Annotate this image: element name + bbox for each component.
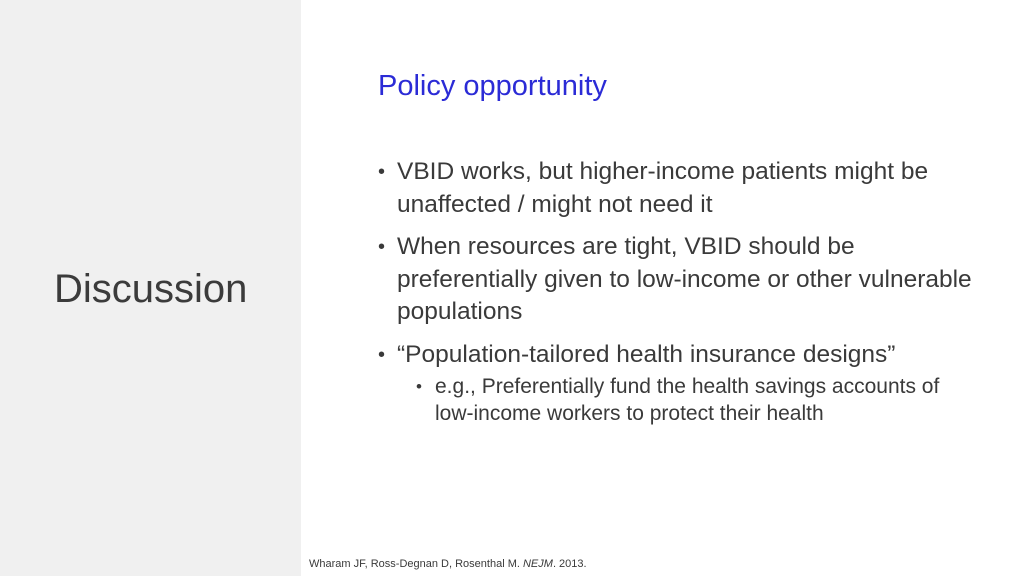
citation-authors: Wharam JF, Ross-Degnan D, Rosenthal M. xyxy=(309,558,520,570)
bullet-dot-icon: • xyxy=(378,161,386,183)
sub-bullet-item xyxy=(416,373,945,427)
sub-bullet-text: e.g., Preferentially fund the health savings accounts of low-income workers to protect their health xyxy=(435,375,940,425)
bullet-item xyxy=(378,231,978,329)
bullet-item xyxy=(378,156,978,221)
bullet-text: VBID works, but higher-income patients might be unaffected / might not need it xyxy=(397,158,929,218)
slide-heading: Policy opportunity xyxy=(378,70,607,102)
section-title: Discussion xyxy=(54,267,248,311)
bullet-list xyxy=(378,156,978,437)
bullet-dot-icon: • xyxy=(378,236,386,258)
citation xyxy=(309,557,587,571)
bullet-text: “Population-tailored health insurance designs” xyxy=(397,340,896,368)
citation-journal: NEJM xyxy=(522,558,553,570)
bullet-dot-icon: • xyxy=(378,343,386,366)
citation-year: . 2013. xyxy=(552,558,587,570)
sub-bullet-dot-icon: • xyxy=(416,377,422,396)
bullet-item xyxy=(378,339,978,428)
sub-bullet-list xyxy=(397,373,978,427)
bullet-text: When resources are tight, VBID should be preferentially given to low-income or other vulnerable populations xyxy=(397,233,972,325)
